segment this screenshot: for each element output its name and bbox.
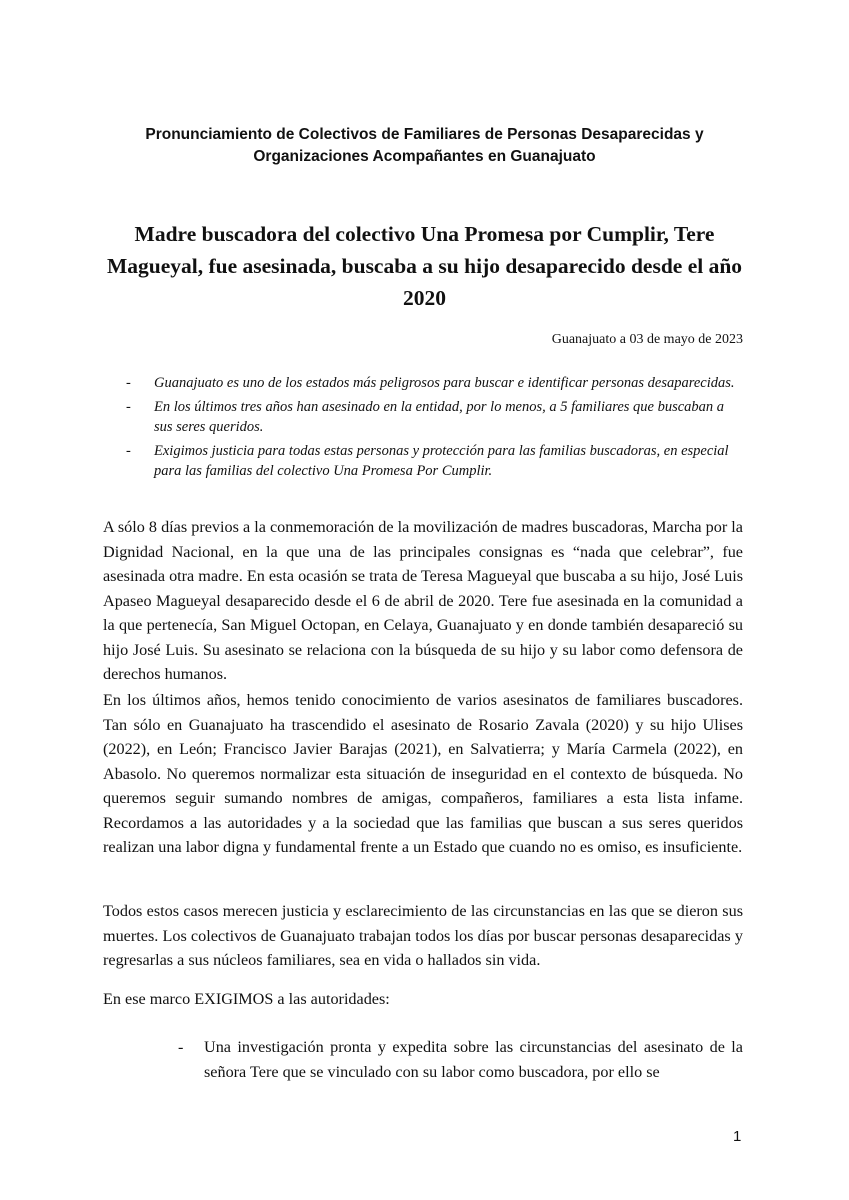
summary-bullet [126, 373, 742, 393]
summary-bullet-list [126, 373, 742, 485]
demand-text: Una investigación pronta y expedita sobre las circunstancias del asesinato de la señora Tere que se vinculado con su labor como buscadora, por ello se [204, 1038, 743, 1081]
summary-bullet [126, 397, 742, 437]
body-paragraph: En los últimos años, hemos tenido conocimiento de varios asesinatos de familiares buscadores. Tan sólo en Guanajuato ha trascendido el asesinato de Rosario Zavala (2020) y su hijo Ulises (2022), en León; Francisco Javier Barajas (2021), en Salvatierra; y María Carmela (2022), en Abasolo. No queremos normalizar esta situación de inseguridad en el contexto de búsqueda. No queremos seguir sumando nombres de amigas, compañeros, familiares a esta lista infame. Recordamos a las autoridades y a la sociedad que las familias que buscan a sus seres queridos realizan una labor digna y fundamental frente a un Estado que cuando no es omiso, es insuficiente. [103, 691, 743, 856]
document-date: Guanajuato a 03 de mayo de 2023 [551, 332, 743, 347]
summary-bullet-text: En los últimos tres años han asesinado en la entidad, por lo menos, a 5 familiares que buscaban a sus seres queridos. [154, 399, 725, 435]
document-header: Pronunciamiento de Colectivos de Familiares de Personas Desaparecidas y Organizaciones Acompañantes en Guanajuato [145, 126, 704, 165]
bullet-dash: - [126, 375, 131, 391]
page-number: 1 [733, 1128, 742, 1145]
summary-bullet-text: Guanajuato es uno de los estados más peligrosos para buscar e identificar personas desaparecidas. [154, 375, 735, 391]
demand-item [178, 1035, 743, 1084]
body-paragraph: Todos estos casos merecen justicia y esclarecimiento de las circunstancias en las que se dieron sus muertes. Los colectivos de Guanajuato trabajan todos los días por buscar personas desaparecidas y regresarlas a sus núcleos familiares, sea en vida o hallados sin vida. [103, 902, 743, 969]
bullet-dash: - [126, 443, 131, 459]
bullet-dash: - [126, 399, 131, 415]
document-title: Madre buscadora del colectivo Una Promesa por Cumplir, Tere Magueyal, fue asesinada, buscaba a su hijo desaparecido desde el año 2020 [106, 222, 743, 310]
demands-list [178, 1035, 743, 1084]
summary-bullet [126, 441, 742, 481]
body-paragraph: En ese marco EXIGIMOS a las autoridades: [103, 990, 390, 1008]
bullet-dash: - [178, 1038, 184, 1056]
body-paragraph: A sólo 8 días previos a la conmemoración de la movilización de madres buscadoras, Marcha por la Dignidad Nacional, en la que una de las principales consignas es “nada que celebrar”, fue asesinada otra madre. En esta ocasión se trata de Teresa Magueyal que buscaba a su hijo, José Luis Apaseo Magueyal desaparecido desde el 6 de abril de 2020. Tere fue asesinada en la comunidad a la que pertenecía, San Miguel Octopan, en Celaya, Guanajuato y en donde también desapareció su hijo José Luis. Su asesinato se relaciona con la búsqueda de su hijo y su labor como defensora de derechos humanos. [103, 518, 743, 683]
summary-bullet-text: Exigimos justicia para todas estas personas y protección para las familias buscadoras, en especial para las familias del colectivo Una Promesa Por Cumplir. [154, 443, 729, 479]
